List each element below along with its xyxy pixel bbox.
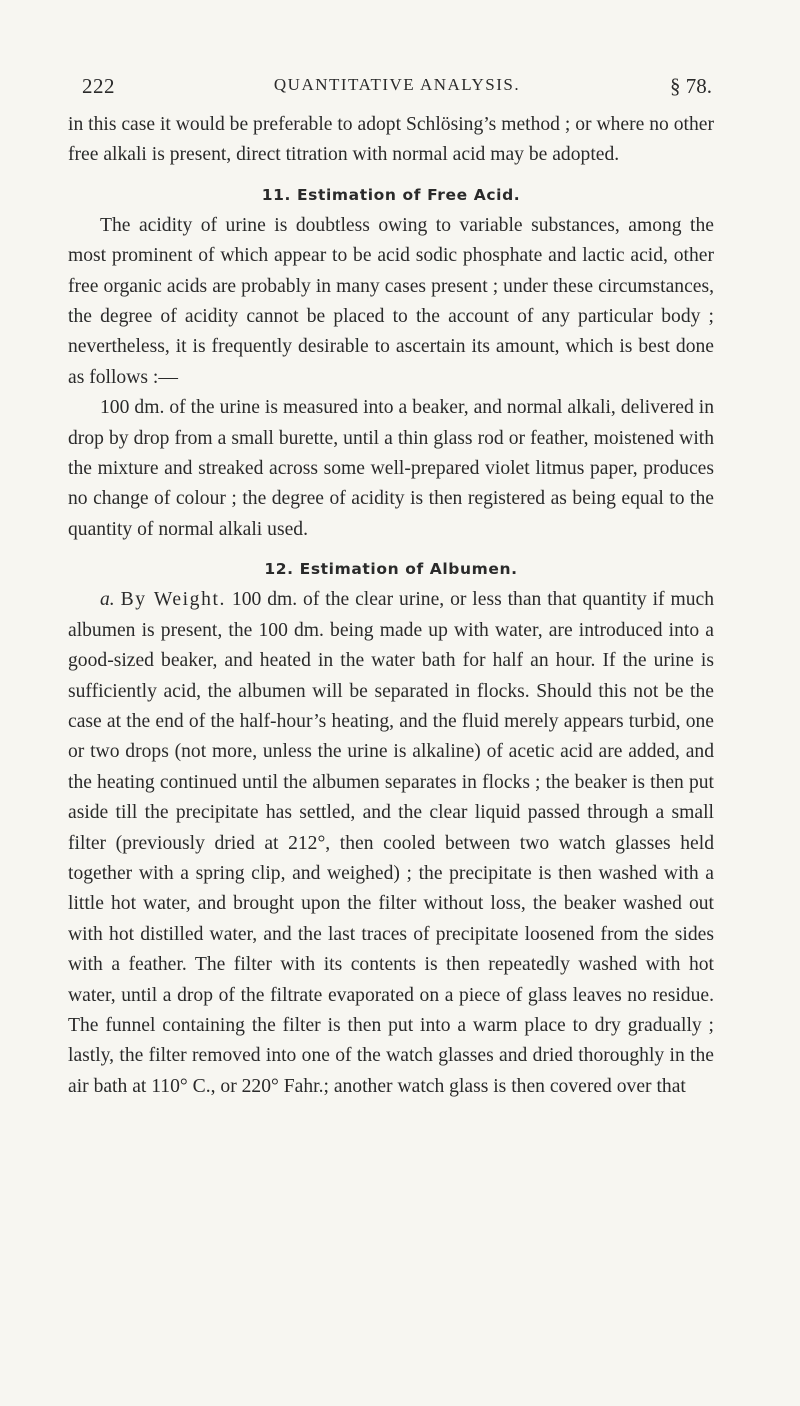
paragraph-titration: 100 dm. of the urine is measured into a beaker, and normal alkali, delivered in drop by drop from a small burette, until a thin glass rod or feather, moistened with the mixture and streaked across some well-prepared violet litmus paper, produces no change of colour ; the degree of acidity is then registered as being equal to the quantity of normal alkali used. xyxy=(68,397,714,540)
paragraph-acidity: The acidity of urine is doubtless owing to variable substances, among the most prominent of which appear to be acid sodic phosphate and lactic acid, other free organic acids are probably in many cases present ; under these circumstances, the degree of acidity cannot be placed to the account of any particular body ; nevertheless, it is frequently desirable to ascertain its amount, which is best done as follows :— xyxy=(68,214,714,388)
item-label: a. xyxy=(100,589,115,611)
running-head xyxy=(82,74,712,100)
paragraph-continuation: in this case it would be preferable to adopt Schlösing’s method ; or where no other free alkali is present, direct titration with normal acid may be adopted. xyxy=(68,114,714,166)
heading-albumen: 12. Estimation of Albumen. xyxy=(264,560,518,579)
section-number: § 78. xyxy=(670,74,712,98)
paragraph-albumen-text: 100 dm. of the clear urine, or less than that quantity if much albumen is present, the 100 dm. being made up with water, are introduced into a good-sized beaker, and heated in the water bath for half an hour. If the urine is sufficiently acid, the albumen will be separated in flocks. Should this not be the case at the end of the half-hour’s heating, and the fluid merely appears turbid, one or two drops (not more, unless the urine is alkaline) of acetic acid are added, and the heating continued until the albumen separates in flocks ; the beaker is then put aside till the precipitate has settled, and the clear liquid passed through a small filter (previously dried at 212°, then cooled between two watch glasses held together with a spring clip, and weighed) ; the precipitate is then washed with a little hot water, and brought upon the filter without loss, the beaker washed out with hot distilled water, and the last traces of precipitate loosened from the sides with a feather. The filter with its contents is then repeatedly washed with hot water, until a drop of the filtrate evaporated on a piece of glass leaves no residue. The funnel containing the filter is then put into a warm place to dry gradually ; lastly, the filter removed into one of the watch glasses and dried thoroughly in the air bath at 110° C., or 220° Fahr.; another watch glass is then covered over that xyxy=(68,589,714,1097)
heading-free-acid: 11. Estimation of Free Acid. xyxy=(261,185,521,204)
item-subtitle: By Weight. xyxy=(120,589,227,611)
page-number: 222 xyxy=(82,74,115,98)
paragraph-albumen-weight xyxy=(68,585,714,1102)
running-title: QUANTITATIVE ANALYSIS. xyxy=(273,75,521,94)
body-text xyxy=(68,110,714,1102)
